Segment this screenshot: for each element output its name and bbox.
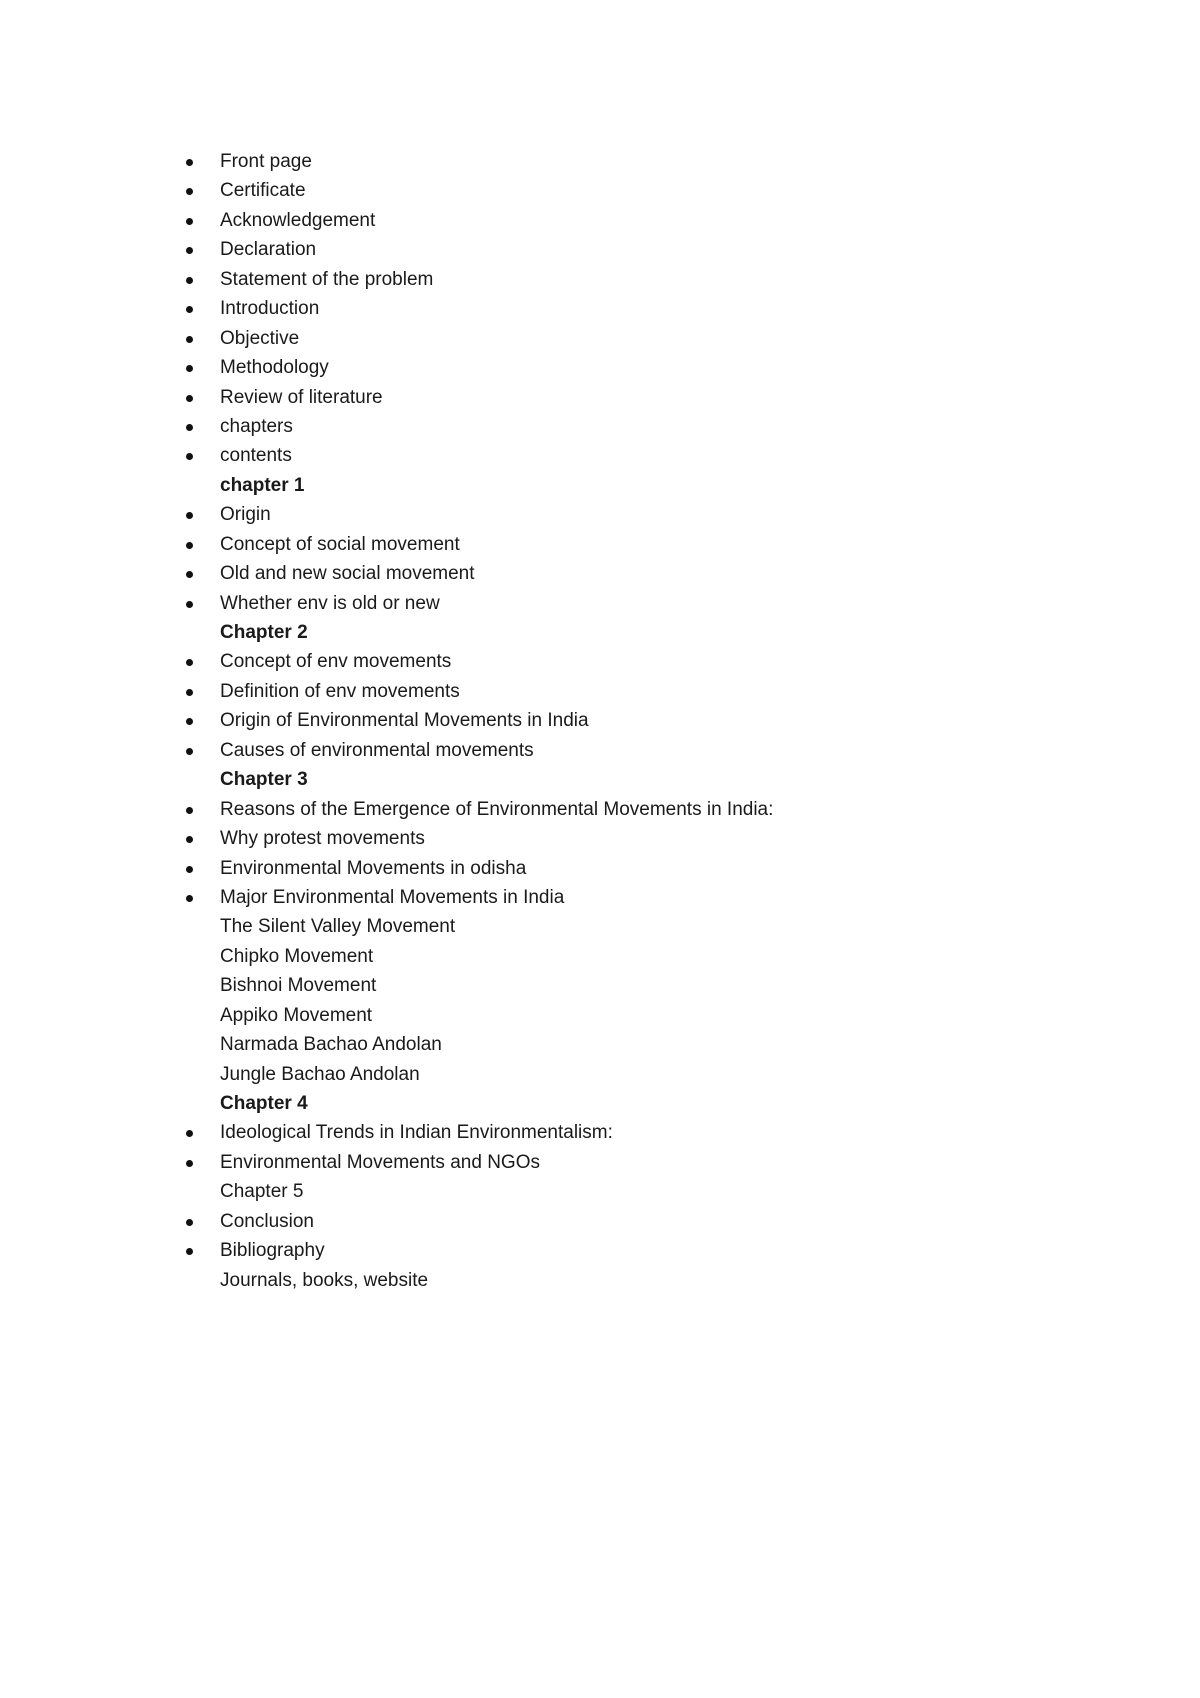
bullet-icon: [186, 1248, 193, 1255]
bullet-icon: [186, 159, 193, 166]
outline-item-text: chapter 1: [220, 474, 305, 496]
outline-item-text: Environmental Movements in odisha: [220, 857, 527, 879]
bullet-icon: [186, 424, 193, 431]
bullet-icon: [186, 512, 193, 519]
outline-item-text: Why protest movements: [220, 828, 425, 850]
bullet-icon: [186, 571, 193, 578]
outline-item-text: Certificate: [220, 180, 306, 202]
outline-item-text: Statement of the problem: [220, 268, 434, 290]
outline-item-text: Methodology: [220, 357, 329, 379]
bullet-icon: [186, 1219, 193, 1226]
chapter-heading: [186, 618, 773, 647]
bullet-icon: [186, 247, 193, 254]
outline-item-text: Definition of env movements: [220, 680, 460, 702]
outline-subitem: [186, 1030, 773, 1059]
outline-item-text: Bibliography: [220, 1240, 325, 1262]
outline-bullet-item: [186, 265, 773, 294]
outline-item-text: Chapter 2: [220, 622, 308, 643]
outline-bullet-item: [186, 589, 773, 618]
outline-item-text: Chapter 5: [220, 1181, 304, 1203]
bullet-icon: [186, 748, 193, 755]
outline-item-text: Origin: [220, 504, 271, 526]
outline-item-text: Conclusion: [220, 1210, 314, 1232]
chapter-heading: [186, 1089, 773, 1118]
outline-item-text: contents: [220, 445, 292, 467]
outline-subitem: [186, 942, 773, 971]
outline-item-text: Ideological Trends in Indian Environmentalism:: [220, 1122, 613, 1144]
outline-item-text: Narmada Bachao Andolan: [220, 1034, 442, 1056]
outline-bullet-item: [186, 294, 773, 323]
outline-bullet-item: [186, 206, 773, 235]
outline-item-text: Concept of social movement: [220, 533, 460, 555]
bullet-icon: [186, 365, 193, 372]
bullet-icon: [186, 453, 193, 460]
bullet-icon: [186, 395, 193, 402]
outline-item-text: Causes of environmental movements: [220, 739, 534, 761]
outline-item-text: Jungle Bachao Andolan: [220, 1063, 420, 1085]
outline-item-text: Whether env is old or new: [220, 592, 440, 614]
bullet-icon: [186, 218, 193, 225]
chapter-heading: [186, 471, 773, 500]
outline-subitem: [186, 1266, 773, 1295]
outline-subitem: [186, 971, 773, 1000]
bullet-icon: [186, 1130, 193, 1137]
outline-subitem: [186, 1001, 773, 1030]
outline-subitem: [186, 1060, 773, 1089]
bullet-icon: [186, 807, 193, 814]
outline-item-text: Chapter 3: [220, 769, 308, 791]
outline-item-text: Concept of env movements: [220, 651, 452, 673]
bullet-icon: [186, 277, 193, 284]
outline-item-text: Chipko Movement: [220, 945, 374, 967]
outline-item-text: Chapter 4: [220, 1093, 308, 1114]
outline-bullet-item: [186, 1207, 773, 1236]
outline-bullet-item: [186, 530, 773, 559]
bullet-icon: [186, 895, 193, 902]
outline-bullet-item: [186, 677, 773, 706]
bullet-icon: [186, 718, 193, 725]
outline-bullet-item: [186, 1236, 773, 1265]
outline-item-text: Journals, books, website: [220, 1269, 429, 1291]
outline-bullet-item: [186, 176, 773, 205]
bullet-icon: [186, 1160, 193, 1167]
outline-bullet-item: [186, 1118, 773, 1147]
bullet-icon: [186, 188, 193, 195]
outline-item-text: Appiko Movement: [220, 1004, 373, 1026]
outline-bullet-item: [186, 441, 773, 470]
outline-bullet-item: [186, 854, 773, 883]
outline-item-text: Front page: [220, 151, 312, 172]
outline-bullet-item: [186, 235, 773, 264]
outline-bullet-item: [186, 706, 773, 735]
outline-item-text: Environmental Movements and NGOs: [220, 1151, 540, 1173]
outline-item-text: Old and new social movement: [220, 563, 475, 585]
outline-item-text: Bishnoi Movement: [220, 975, 377, 997]
outline-item-text: chapters: [220, 415, 293, 437]
outline-item-text: Declaration: [220, 239, 317, 261]
outline-bullet-item: [186, 736, 773, 765]
outline-subitem: [186, 1177, 773, 1206]
outline-bullet-item: [186, 1148, 773, 1177]
bullet-icon: [186, 601, 193, 608]
outline-item-text: Origin of Environmental Movements in India: [220, 710, 589, 732]
outline-bullet-item: [186, 559, 773, 588]
outline-item-text: The Silent Valley Movement: [220, 916, 456, 938]
outline-bullet-item: [186, 412, 773, 441]
outline-item-text: Objective: [220, 327, 300, 349]
bullet-icon: [186, 836, 193, 843]
outline-subitem: [186, 912, 773, 941]
outline-bullet-item: [186, 383, 773, 412]
outline-bullet-item: [186, 353, 773, 382]
bullet-icon: [186, 689, 193, 696]
outline-bullet-item: [186, 147, 773, 176]
outline-item-text: Major Environmental Movements in India: [220, 886, 565, 908]
outline-item-text: Introduction: [220, 298, 320, 320]
bullet-icon: [186, 542, 193, 549]
outline-bullet-item: [186, 647, 773, 676]
outline-bullet-item: [186, 795, 773, 824]
outline-bullet-item: [186, 324, 773, 353]
outline-bullet-item: [186, 883, 773, 912]
outline-item-text: Reasons of the Emergence of Environmental Movements in India:: [220, 798, 774, 820]
bullet-icon: [186, 306, 193, 313]
outline-item-text: Acknowledgement: [220, 209, 376, 231]
outline-item-text: Review of literature: [220, 386, 383, 408]
outline-bullet-item: [186, 824, 773, 853]
outline-bullet-item: [186, 500, 773, 529]
bullet-icon: [186, 659, 193, 666]
bullet-icon: [186, 866, 193, 873]
bullet-icon: [186, 336, 193, 343]
chapter-heading: [186, 765, 773, 794]
table-of-contents-list: [186, 147, 773, 1295]
